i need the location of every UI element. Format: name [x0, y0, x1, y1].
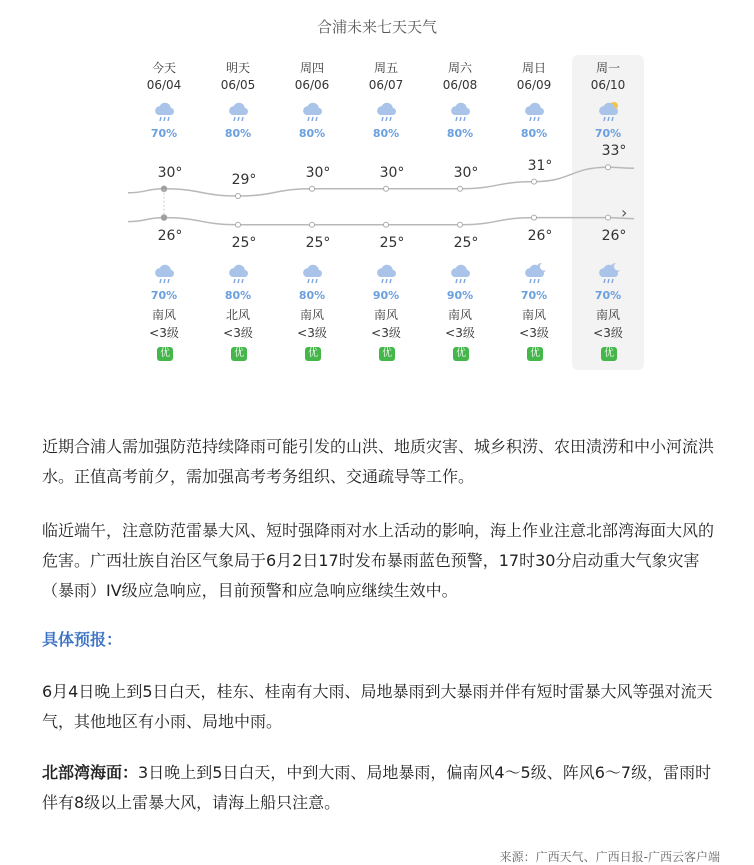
wind-level: <3级 — [371, 326, 401, 340]
beibu-gulf-text: 3日晚上到5日白天，中到大雨、局地暴雨，偏南风4～5级、阵风6～7级，雷雨时伴有8级以上雷暴大风，请海上船只注意。 — [42, 763, 712, 812]
day-date: 06/07 — [368, 78, 404, 92]
high-temp-label: 33° — [601, 143, 627, 160]
day-name: 周五 — [373, 61, 398, 75]
air-quality-badge: 优 — [379, 347, 395, 361]
high-temp-label: 30° — [379, 164, 405, 181]
night-rain-probability: 90% — [372, 289, 400, 302]
day-name: 周日 — [521, 61, 546, 75]
day-name: 今天 — [151, 61, 176, 75]
air-quality-badge: 优 — [231, 347, 247, 361]
high-temp-label: 30° — [453, 164, 479, 181]
air-quality-badge: 优 — [527, 347, 543, 361]
high-temp-point — [532, 179, 537, 184]
wind-direction: 南风 — [299, 308, 324, 322]
air-quality-badge: 优 — [157, 347, 173, 361]
night-rain-probability: 80% — [224, 289, 252, 302]
night-rain-probability: 70% — [594, 289, 622, 302]
high-temp-label: 30° — [157, 164, 183, 181]
day-name: 周一 — [595, 61, 620, 75]
low-temp-point — [606, 215, 611, 220]
high-temp-point — [384, 186, 389, 191]
low-temp-label: 26° — [527, 227, 553, 244]
night-rain-probability: 90% — [446, 289, 474, 302]
day-date: 06/05 — [220, 78, 256, 92]
high-temp-label: 31° — [527, 157, 553, 174]
article-paragraph-4 — [42, 758, 722, 818]
air-quality-badge: 优 — [453, 347, 469, 361]
high-temp-label: 30° — [305, 164, 331, 181]
low-temp-point — [236, 222, 241, 227]
low-temp-label: 25° — [231, 234, 257, 251]
day-date: 06/04 — [146, 78, 182, 92]
low-temp-point — [532, 215, 537, 220]
day-rain-probability: 80% — [372, 127, 400, 140]
wind-level: <3级 — [445, 326, 475, 340]
low-temp-point — [310, 222, 315, 227]
wind-direction: 北风 — [225, 308, 250, 322]
wind-direction: 南风 — [521, 308, 546, 322]
wind-direction: 南风 — [447, 308, 472, 322]
air-quality-badge: 优 — [601, 347, 617, 361]
day-name: 周四 — [299, 61, 324, 75]
low-temp-point — [384, 222, 389, 227]
air-quality-badge: 优 — [305, 347, 321, 361]
day-date: 06/08 — [442, 78, 478, 92]
day-date: 06/06 — [294, 78, 330, 92]
day-rain-probability: 70% — [150, 127, 178, 140]
weather-title: 合浦未来七天天气 — [316, 18, 437, 36]
day-date: 06/09 — [516, 78, 552, 92]
low-temp-label: 25° — [305, 234, 331, 251]
forecast-heading: 具体预报： — [42, 630, 123, 649]
low-temp-label: 26° — [601, 227, 627, 244]
high-temp-label: 29° — [231, 172, 257, 188]
night-rain-probability: 80% — [298, 289, 326, 302]
day-name: 明天 — [225, 61, 250, 75]
low-temp-label: 25° — [379, 234, 405, 251]
low-temp-label: 26° — [157, 227, 183, 244]
high-temp-point — [310, 186, 315, 191]
temperature-chart — [0, 0, 754, 400]
wind-direction: 南风 — [373, 308, 398, 322]
day-date: 06/10 — [590, 78, 626, 92]
day-rain-probability: 80% — [446, 127, 474, 140]
high-temp-point — [236, 194, 241, 199]
day-rain-probability: 80% — [520, 127, 548, 140]
night-rain-probability: 70% — [520, 289, 548, 302]
high-temp-point — [606, 165, 611, 170]
wind-level: <3级 — [593, 326, 623, 340]
day-rain-probability: 70% — [594, 127, 622, 140]
source-credit: 来源：广西天气、广西日报-广西云客户端 — [499, 850, 720, 864]
low-temp-point — [458, 222, 463, 227]
wind-level: <3级 — [149, 326, 179, 340]
wind-level: <3级 — [297, 326, 327, 340]
wind-level: <3级 — [519, 326, 549, 340]
day-rain-probability: 80% — [298, 127, 326, 140]
low-temp-line — [128, 218, 634, 225]
day-rain-probability: 80% — [224, 127, 252, 140]
night-rain-probability: 70% — [150, 289, 178, 302]
wind-direction: 南风 — [595, 308, 620, 322]
beibu-gulf-label: 北部湾海面： — [42, 763, 139, 782]
day-name: 周六 — [447, 61, 472, 75]
wind-direction: 南风 — [151, 308, 176, 322]
high-temp-point — [458, 186, 463, 191]
article-paragraph-1: 近期合浦人需加强防范持续降雨可能引发的山洪、地质灾害、城乡积涝、农田渍涝和中小河流洪水。正值高考前夕，需加强高考考务组织、交通疏导等工作。 — [42, 437, 715, 486]
article-paragraph-3: 6月4日晚上到5日白天，桂东、桂南有大雨、局地暴雨到大暴雨并伴有短时雷暴大风等强对流天气，其他地区有小雨、局地中雨。 — [42, 682, 713, 731]
next-arrow-icon[interactable]: › — [621, 203, 628, 222]
low-temp-label: 25° — [453, 234, 479, 251]
wind-level: <3级 — [223, 326, 253, 340]
article-paragraph-2: 临近端午，注意防范雷暴大风、短时强降雨对水上活动的影响，海上作业注意北部湾海面大风的危害。广西壮族自治区气象局于6月2日17时发布暴雨蓝色预警，17时30分启动重大气象灾害（暴雨）IV级应急响应，目前预警和应急响应继续生效中。 — [42, 521, 715, 600]
